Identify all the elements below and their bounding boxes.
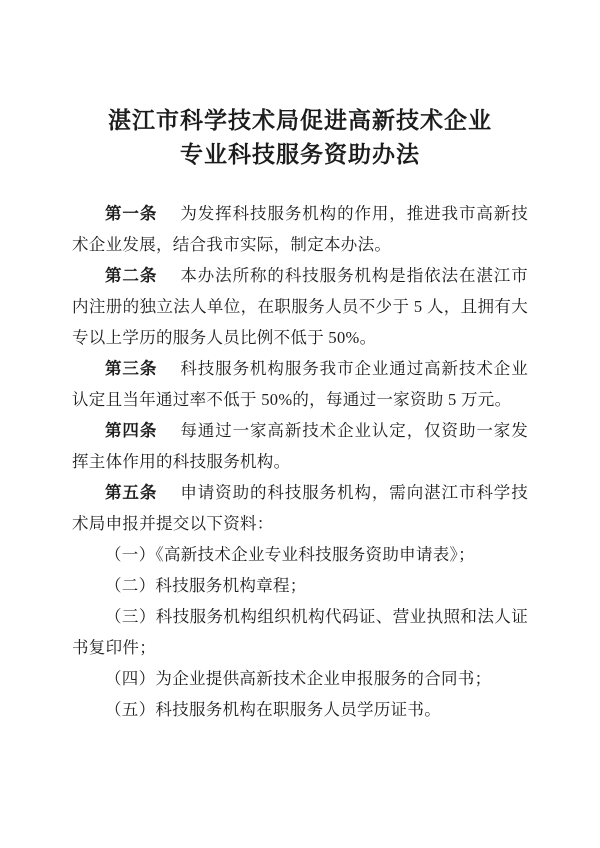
list-item-paragraph [72,663,528,694]
paragraph-text: （三）科技服务机构组织机构代码证、营业执照和法人证书复印件； [72,607,528,657]
paragraph-text: （二）科技服务机构章程； [105,576,307,595]
document-title [40,104,560,172]
clause-paragraph [72,198,528,260]
list-item-paragraph [72,601,528,663]
clause-number-label: 第三条 [105,359,158,378]
clause-paragraph [72,477,528,539]
clause-number-label: 第五条 [105,483,158,502]
clause-number-label: 第一条 [105,204,158,223]
paragraph-text: （五）科技服务机构在职服务人员学历证书。 [105,700,441,719]
title-line-1: 湛江市科学技术局促进高新技术企业 [108,108,492,133]
document-body [72,198,528,725]
clause-number-label: 第二条 [105,266,158,285]
title-line-2: 专业科技服务资助办法 [180,142,420,167]
clause-paragraph [72,260,528,353]
paragraph-text: 申请资助的科技服务机构，需向湛江市科学技术局申报并提交以下资料： [72,483,529,533]
paragraph-text: 本办法所称的科技服务机构是指依法在湛江市内注册的独立法人单位，在职服务人员不少于 5 人，且拥有大专以上学历的服务人员比例不低于 50%。 [72,266,529,347]
clause-number-label: 第四条 [105,421,158,440]
list-item-paragraph [72,539,528,570]
list-item-paragraph [72,570,528,601]
paragraph-text: （一）《高新技术企业专业科技服务资助申请表》； [105,545,475,564]
paragraph-text: 科技服务机构服务我市企业通过高新技术企业认定且当年通过率不低于 50%的，每通过一家资助 5 万元。 [72,359,529,409]
list-item-paragraph [72,694,528,725]
clause-paragraph [72,415,528,477]
paragraph-text: （四）为企业提供高新技术企业申报服务的合同书； [105,669,492,688]
clause-paragraph [72,353,528,415]
paragraph-text: 每通过一家高新技术企业认定，仅资助一家发挥主体作用的科技服务机构。 [72,421,529,471]
paragraph-text: 为发挥科技服务机构的作用，推进我市高新技术企业发展，结合我市实际，制定本办法。 [72,204,529,254]
